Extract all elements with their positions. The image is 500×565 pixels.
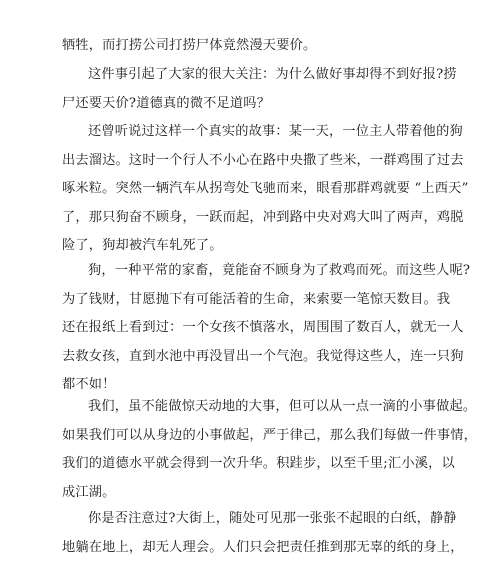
text-line: 狗，一种平常的家畜，竟能奋不顾身为了救鸡而死。而这些人呢? bbox=[88, 263, 471, 278]
paragraph bbox=[62, 32, 440, 61]
paragraph bbox=[62, 257, 471, 400]
text-line: 了，那只狗奋不顾身，一跃而起，冲到路中央对鸡大叫了两声，鸡脱 bbox=[62, 209, 464, 225]
text-line: 如果我们可以从身边的小事做起，严于律己，那么我们每做一件事情， bbox=[62, 427, 478, 443]
text-line: 成江湖。 bbox=[62, 484, 116, 500]
paragraph bbox=[62, 393, 478, 507]
text-line: 险了，狗却被汽车轧死了。 bbox=[62, 238, 223, 253]
text-line: 啄米粒。突然一辆汽车从拐弯处飞驰而来，眼看那群鸡就要 “上西天” bbox=[62, 181, 469, 196]
paragraph bbox=[62, 61, 457, 118]
text-line: 出去溜达。这时一个行人不小心在路中央撒了些米，一群鸡围了过去 bbox=[62, 152, 464, 168]
text-line: 这件事引起了大家的很大关注：为什么做好事却得不到好报?捞 bbox=[88, 67, 457, 82]
paragraph bbox=[62, 505, 464, 562]
text-line: 我们，虽不能做惊天动地的大事，但可以从一点一滴的小事做起。 bbox=[88, 399, 477, 414]
text-line: 还曾听说过这样一个真实的故事：某一天，一位主人带着他的狗 bbox=[88, 124, 463, 139]
text-line: 尸还要天价?道德真的微不足道吗？ bbox=[62, 95, 271, 111]
text-line: 你是否注意过?大街上，随处可见那一张张不起眼的白纸，静静 bbox=[88, 511, 457, 526]
text-line: 我们的道德水平就会得到一次升华。积跬步，以至千里;汇小溪，以 bbox=[62, 456, 455, 471]
text-line: 牺牲，而打捞公司打捞尸体竟然漫天要价。 bbox=[62, 38, 317, 53]
text-line: 去救女孩，直到水池中再没冒出一个气泡。我觉得这些人，连一只狗 bbox=[62, 348, 464, 364]
text-line: 地躺在地上，却无人理会。人们只会把责任推到那无辜的纸的身上， bbox=[62, 539, 464, 555]
text-line: 为了钱财，甘愿抛下有可能活着的生命，来索要一笔惊天数目。我 bbox=[62, 291, 451, 307]
text-line: 还在报纸上看到过：一个女孩不慎落水，周围围了数百人，就无一人 bbox=[62, 320, 464, 335]
text-line: 都不如！ bbox=[62, 377, 116, 392]
paragraph bbox=[62, 118, 469, 261]
